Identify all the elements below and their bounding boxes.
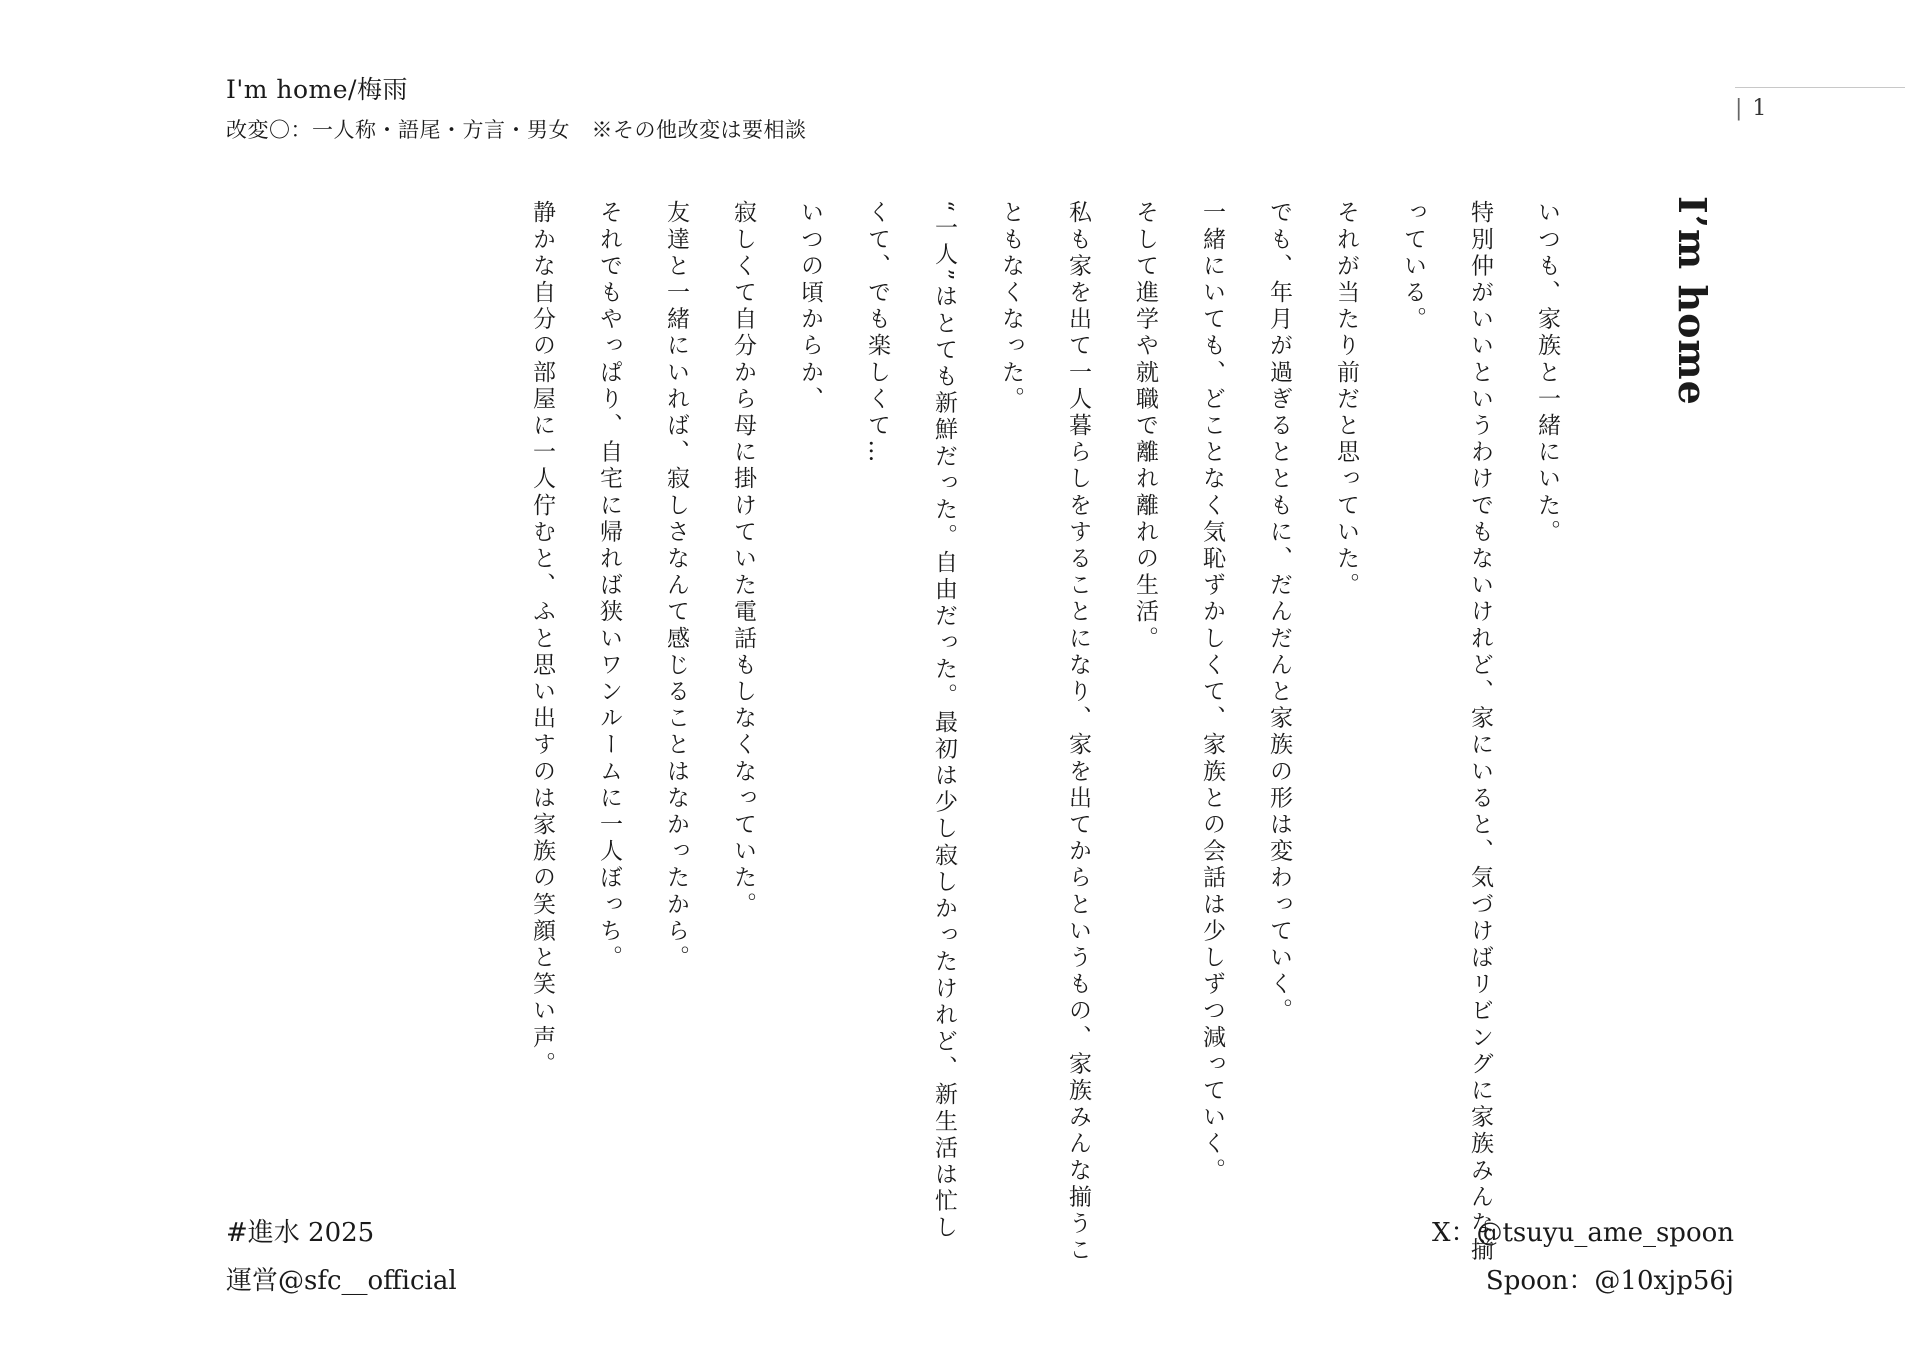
story-line: 静かな自分の部屋に一人佇むと、ふと思い出すのは家族の笑顔と笑い声。 [529, 200, 555, 1078]
story-line: いつも、家族と一緒にいた。 [1534, 200, 1560, 546]
x-account: X：@tsuyu_ame_spoon [1431, 1218, 1734, 1248]
story-line: 一緒にいても、どことなく気恥ずかしくて、家族との会話は少しずつ減っていく。 [1199, 200, 1225, 1185]
story-line: 特別仲がいいというわけでもないけれど、家にいると、気づけばリビングに家族みんな揃 [1467, 200, 1493, 1264]
story-line: 私も家を出て一人暮らしをすることになり、家を出てからというもの、家族みんな揃うこ [1065, 200, 1091, 1264]
story-line: ともなくなった。 [998, 200, 1024, 413]
story-line: っている。 [1400, 200, 1426, 333]
story-line: くて、でも楽しくて… [864, 200, 890, 466]
story-line: それでもやっぱり、自宅に帰れば狭いワンルームに一人ぼっち。 [596, 200, 622, 972]
story-line: “一人”はとても新鮮だった。自由だった。最初は少し寂しかったけれど、新生活は忙し [931, 200, 957, 1242]
story-line: いつの頃からか、 [797, 200, 823, 413]
modification-note: 改変〇：一人称・語尾・方言・男女 ※その他改変は要相談 [226, 118, 807, 142]
event-tag: #進水 2025 [226, 1218, 375, 1248]
story-line: それが当たり前だと思っていた。 [1333, 200, 1359, 599]
story-body [508, 200, 1580, 1264]
story-line: そして進学や就職で離れ離れの生活。 [1132, 200, 1158, 653]
organizer-handle: 運営@sfc__official [226, 1266, 457, 1296]
page-number-block [1735, 96, 1766, 121]
page-number-divider: | [1735, 96, 1743, 121]
story-line: 寂しくて自分から母に掛けていた電話もしなくなっていた。 [730, 200, 756, 919]
spoon-account: Spoon：@10xjp56j [1485, 1266, 1734, 1296]
header-rule [1735, 87, 1905, 88]
story-line: でも、年月が過ぎるとともに、だんだんと家族の形は変わっていく。 [1266, 200, 1292, 1025]
story-title: I’m home [1670, 196, 1715, 406]
page-number: 1 [1752, 96, 1767, 121]
story-line: 友達と一緒にいれば、寂しさなんて感じることはなかったから。 [663, 200, 689, 972]
header-title: I'm home/梅雨 [226, 75, 408, 104]
